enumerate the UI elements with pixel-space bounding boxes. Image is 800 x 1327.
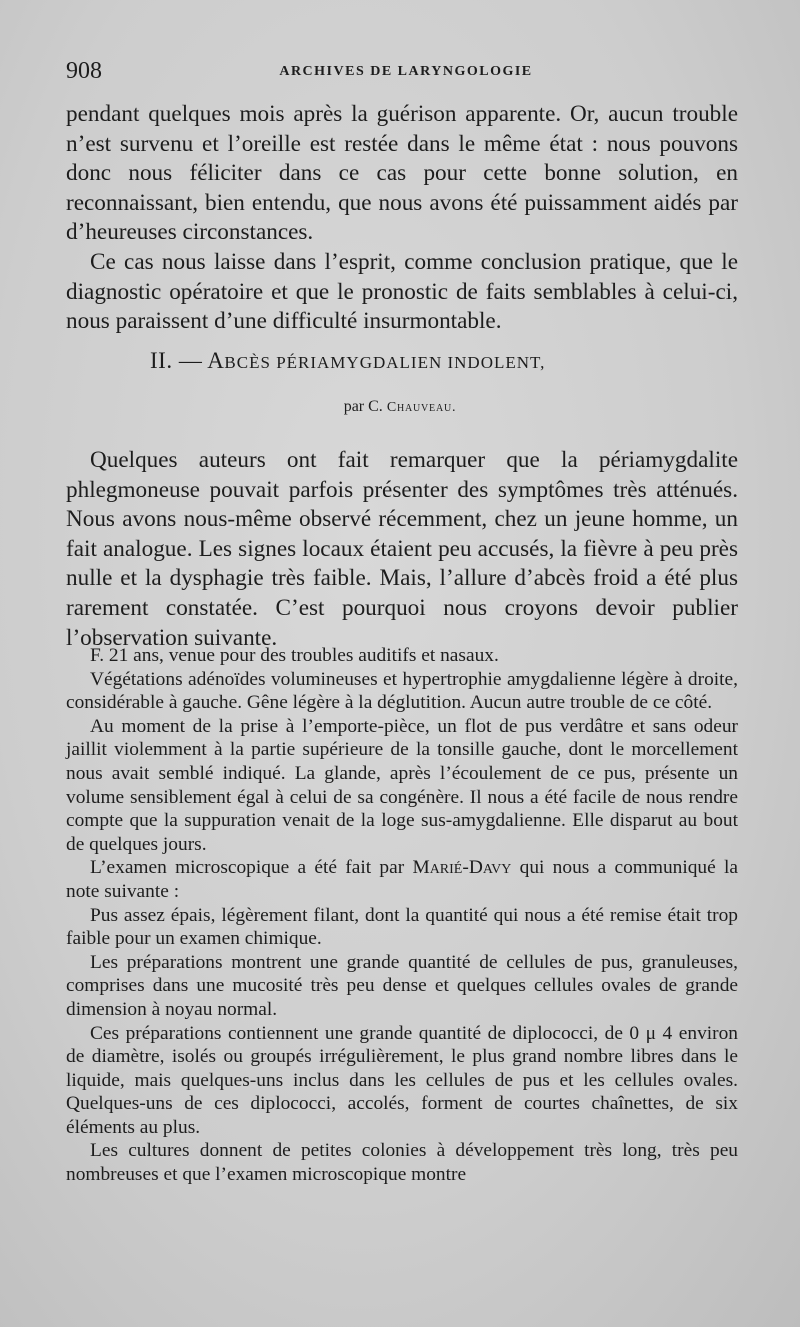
text-run: qui nous a communiqué la note suivante : <box>66 857 738 902</box>
section-title <box>150 348 690 374</box>
author-name: Chauveau. <box>386 400 457 415</box>
page-number: 908 <box>66 58 102 84</box>
paragraph: Les cultures donnent de petites colonies à développement très long, très peu nombreuses et que l’examen microscopique montre <box>66 1140 738 1186</box>
author-line <box>0 398 800 416</box>
paragraph: Ce cas nous laisse dans l’esprit, comme conclusion pratique, que le diagnostic opératoire et que le pronostic de faits semblables à celui-ci, nous paraissent d’une difficulté insurmontable. <box>66 248 738 335</box>
examiner-name: Marié-Davy <box>412 857 512 879</box>
observation-text-block <box>66 644 738 1187</box>
section-numeral: II. — A <box>150 348 225 373</box>
paragraph <box>66 856 738 903</box>
paragraph: pendant quelques mois après la guérison apparente. Or, aucun trouble n’est survenu et l’oreille est restée dans le même état : nous pouvons donc nous féliciter dans ce cas pour cette bonne solution, en reconnaissant, bien entendu, que nous avons été puissamment aidés par d’heureuses circonstances. <box>66 101 738 246</box>
intro-text-block <box>66 446 738 653</box>
continued-text-block <box>66 100 738 337</box>
paragraph: Au moment de la prise à l’emporte-pièce, un flot de pus verdâtre et sans odeur jaillit violemment à la partie supérieure de la tonsille gauche, dont le morcellement nous avait semblé indiqué. La glande, après l’écoulement de ce pus, présente un volume sensiblement égal à celui de sa congénère. Il nous a été facile de nous rendre compte que la suppuration venait de la loge sus-amygdalienne. Elle disparut au bout de quelques jours. <box>66 715 738 855</box>
paragraph: Végétations adénoïdes volumineuses et hypertrophie amygdalienne légère à droite, considérable à gauche. Gêne légère à la déglutition. Aucun autre trouble de ce côté. <box>66 668 738 714</box>
author-prefix: par C. <box>343 398 387 415</box>
paragraph: Pus assez épais, légèrement filant, dont la quantité qui nous a été remise était trop faible pour un examen chimique. <box>66 904 738 950</box>
paragraph: Ces préparations contiennent une grande quantité de diplococci, de 0 μ 4 environ de diamètre, isolés ou groupés irrégulièrement, le plus grand nombre libres dans le liquide, mais quelques-uns inclus dans les cellules de pus et les cellules ovales. Quelques-uns de ces diplococci, accolés, forment de courtes chaînettes, de six éléments au plus. <box>66 1022 738 1138</box>
paragraph: Quelques auteurs ont fait remarquer que la périamygdalite phlegmoneuse pouvait parfois présenter des symptômes très atténués. Nous avons nous-même observé récemment, chez un jeune homme, un fait analogue. Les signes locaux étaient peu accusés, la fièvre à peu près nulle et la dysphagie très faible. Mais, l’allure d’abcès froid a été plus rarement constatée. C’est pourquoi nous croyons devoir publier l’observation suivante. <box>66 447 738 651</box>
paragraph: Les préparations montrent une grande quantité de cellules de pus, granuleuses, comprises dans une mucosité très peu dense et quelques cellules ovales de grande dimension à noyau normal. <box>66 951 738 1020</box>
paragraph: F. 21 ans, venue pour des troubles auditifs et nasaux. <box>90 645 499 666</box>
running-title: ARCHIVES DE LARYNGOLOGIE <box>279 64 533 79</box>
text-run: L’examen microscopique a été fait par <box>90 857 413 879</box>
section-title-text: BCÈS PÉRIAMYGDALIEN INDOLENT, <box>224 353 546 372</box>
page-header <box>66 58 746 88</box>
